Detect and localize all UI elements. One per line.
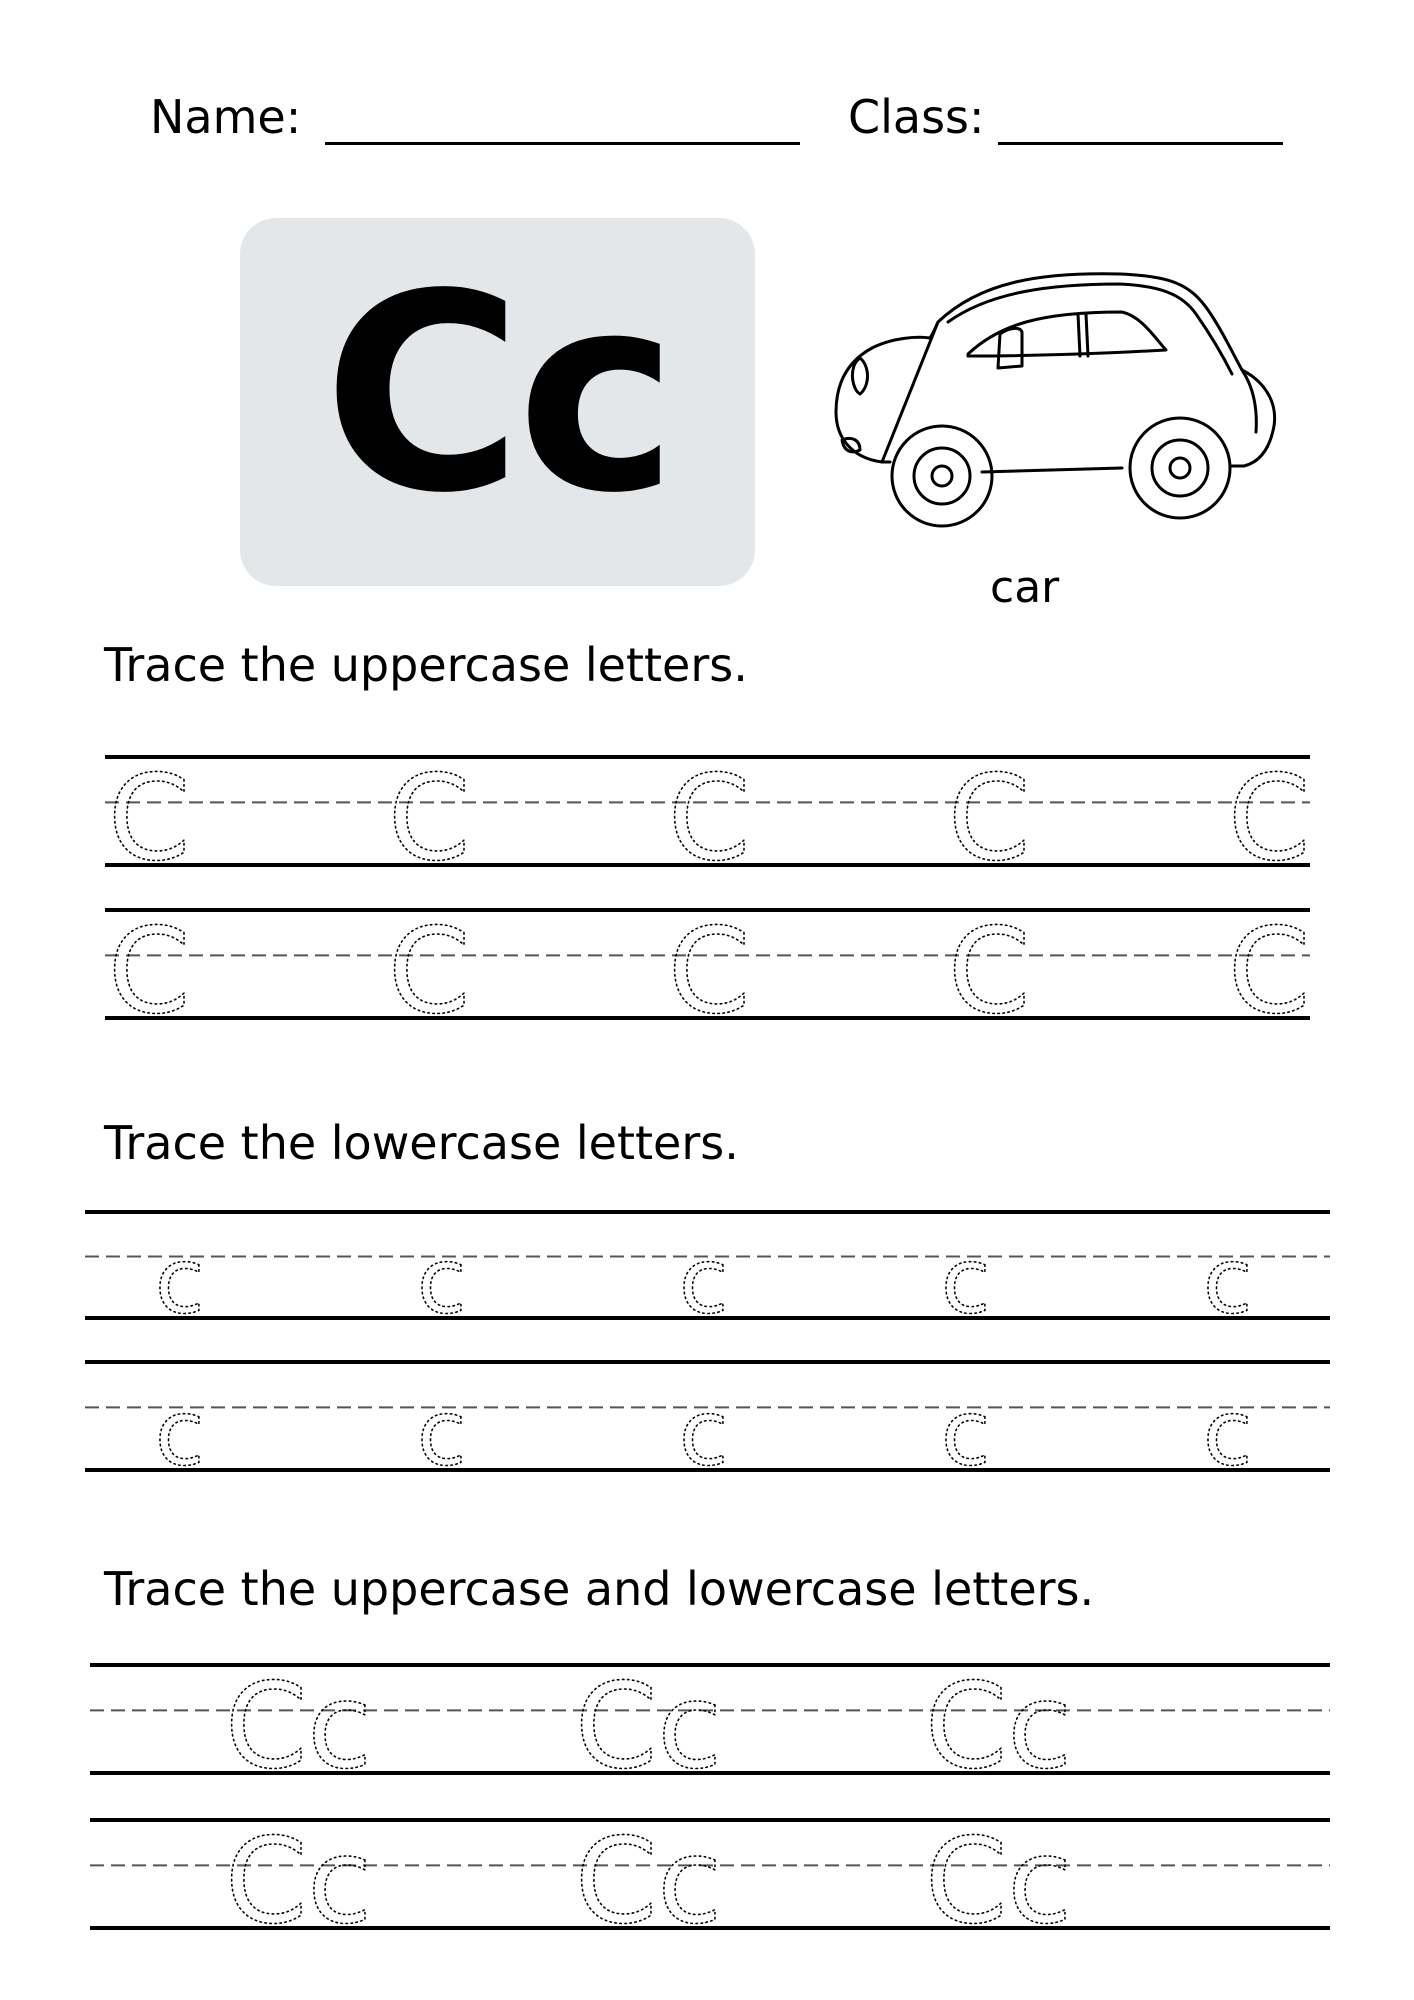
lowercase-trace-letter: c [941,1381,991,1486]
lowercase-trace-letter: c [155,1229,205,1334]
featured-letter: Cc [323,237,672,553]
uppercase-trace-letter: C [948,749,1031,887]
instruction-uppercase: Trace the uppercase letters. [104,638,748,692]
lowercase-trace-letter: c [1203,1381,1253,1486]
uppercase-trace-letter: C [108,749,191,887]
lowercase-trace-letter: c [417,1381,467,1486]
mixed-trace-letters: Cc [225,1657,373,1795]
picture-caption: car [990,562,1060,613]
uppercase-trace-letter: C [668,902,751,1040]
name-label: Name: [150,90,302,144]
class-label: Class: [848,90,985,144]
lowercase-trace-letter: c [679,1381,729,1486]
uppercase-trace-letter: C [108,902,191,1040]
lowercase-trace-letter: c [1203,1229,1253,1334]
uppercase-trace-letter: C [1228,902,1311,1040]
mixed-trace-letters: Cc [925,1812,1073,1950]
uppercase-trace-letter: C [948,902,1031,1040]
lowercase-trace-letter: c [679,1229,729,1334]
instruction-mixed: Trace the uppercase and lowercase letters. [104,1562,1095,1616]
uppercase-trace-letter: C [388,902,471,1040]
lowercase-trace-letter: c [155,1381,205,1486]
mixed-trace-letters: Cc [225,1812,373,1950]
mixed-trace-letters: Cc [925,1657,1073,1795]
instruction-lowercase: Trace the lowercase letters. [104,1116,739,1170]
lowercase-trace-letter: c [941,1229,991,1334]
uppercase-trace-letter: C [1228,749,1311,887]
mixed-trace-letters: Cc [575,1657,723,1795]
mixed-trace-letters: Cc [575,1812,723,1950]
uppercase-trace-letter: C [388,749,471,887]
lowercase-trace-letter: c [417,1229,467,1334]
uppercase-trace-letter: C [668,749,751,887]
